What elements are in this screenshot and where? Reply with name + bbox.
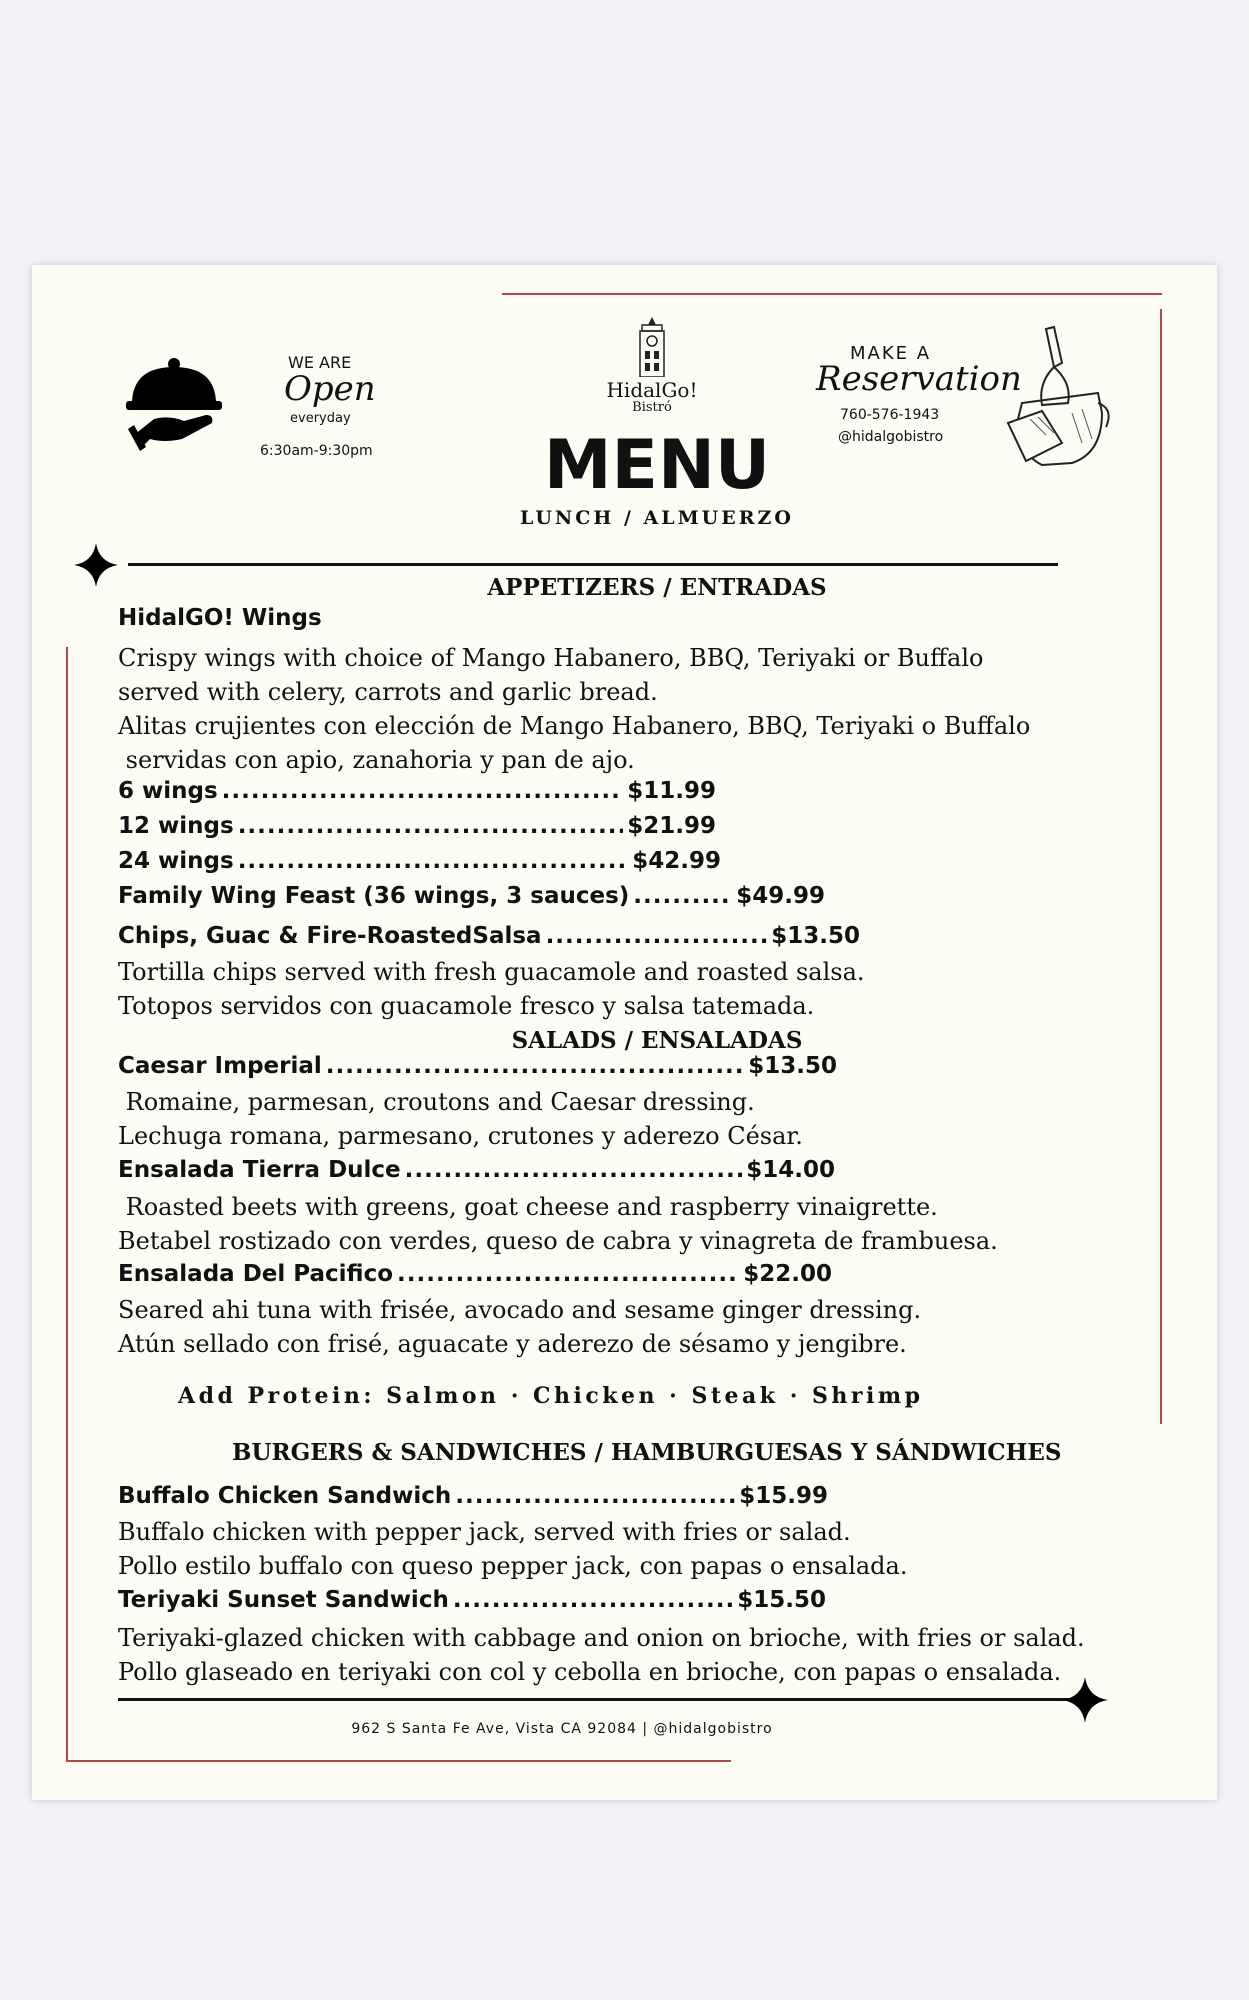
sparkle-icon-left (74, 543, 118, 587)
open-script: Open (284, 369, 376, 409)
desc-line: Roasted beets with greens, goat cheese and raspberry vinaigrette. (118, 1193, 938, 1221)
champagne-bucket-icon (1002, 323, 1120, 473)
open-everyday: everyday (290, 411, 351, 426)
item-name: Teriyaki Sunset Sandwich (118, 1587, 449, 1613)
item-name: Ensalada Del Pacifico (118, 1261, 394, 1287)
item-price: $13.50 (748, 1053, 837, 1079)
item-price: $15.50 (737, 1587, 826, 1613)
item-name: Family Wing Feast (36 wings, 3 sauces) (118, 883, 630, 909)
hours: 6:30am-9:30pm (260, 443, 373, 459)
item-name: Ensalada Tierra Dulce (118, 1157, 401, 1183)
item-name: 12 wings (118, 813, 234, 839)
item-name: Chips, Guac & Fire-RoastedSalsa (118, 923, 542, 949)
wings-title: HidalGO! Wings (118, 605, 322, 631)
buffalo-description (118, 1515, 907, 1583)
phone[interactable]: 760-576-1943 (840, 407, 940, 423)
bistro-logo (590, 317, 714, 427)
clock-tower-icon (632, 317, 672, 377)
chips-description (118, 955, 865, 1023)
item-price: $15.99 (739, 1483, 828, 1509)
desc-line: Seared ahi tuna with frisée, avocado and sesame ginger dressing. (118, 1296, 922, 1324)
item-name: Buffalo Chicken Sandwich (118, 1483, 452, 1509)
item-name: Caesar Imperial (118, 1053, 322, 1079)
wings-description (118, 641, 1030, 777)
tierra-dulce-description (118, 1190, 998, 1258)
item-price: $42.99 (632, 848, 721, 874)
menu-item-chips-guac (118, 919, 860, 953)
menu-item-buffalo-chicken-sandwich (118, 1479, 828, 1513)
desc-line: Tortilla chips served with fresh guacamole and roasted salsa. (118, 958, 865, 986)
open-we-are: WE ARE (288, 353, 352, 372)
menu-item-6-wings (118, 774, 716, 808)
handle[interactable]: @hidalgobistro (838, 429, 944, 445)
menu-item-12-wings (118, 809, 716, 843)
section-heading-appetizers: APPETIZERS / ENTRADAS (487, 574, 827, 601)
del-pacifico-description (118, 1293, 921, 1361)
menu-item-tierra-dulce (118, 1153, 835, 1187)
desc-line: Totopos servidos con guacamole fresco y salsa tatemada. (118, 992, 815, 1020)
footer-address: 962 S Santa Fe Ave, Vista CA 92084 | @hidalgobistro (351, 1721, 773, 1737)
desc-line: Pollo glaseado en teriyaki con col y cebolla en brioche, con papas o ensalada. (118, 1658, 1062, 1686)
menu-item-caesar-imperial (118, 1049, 837, 1083)
desc-line: Teriyaki-glazed chicken with cabbage and onion on brioche, with fries or salad. (118, 1624, 1085, 1652)
desc-line: served with celery, carrots and garlic bread. (118, 678, 658, 706)
desc-line: Romaine, parmesan, croutons and Caesar dressing. (118, 1088, 755, 1116)
reservation-script: Reservation (816, 359, 1022, 399)
add-protein: Add Protein: Salmon · Chicken · Steak · Shrimp (178, 1383, 924, 1409)
logo-name: HidalGo! (606, 378, 698, 402)
item-price: $21.99 (627, 813, 716, 839)
item-price: $13.50 (771, 923, 860, 949)
desc-line: Atún sellado con frisé, aguacate y aderezo de sésamo y jengibre. (118, 1330, 907, 1358)
item-price: $22.00 (743, 1261, 832, 1287)
desc-line: Alitas crujientes con elección de Mango Habanero, BBQ, Teriyaki o Buffalo (118, 712, 1031, 740)
section-heading-salads: SALADS / ENSALADAS (511, 1027, 803, 1054)
desc-line: Crispy wings with choice of Mango Habanero, BBQ, Teriyaki or Buffalo (118, 644, 984, 672)
menu-item-family-wing-feast (118, 879, 825, 913)
cloche-icon (124, 355, 234, 455)
teriyaki-description (118, 1621, 1085, 1689)
caesar-description (118, 1085, 803, 1153)
divider-top (128, 563, 1058, 566)
desc-line: servidas con apio, zanahoria y pan de ajo. (118, 746, 635, 774)
divider-bottom (118, 1698, 1086, 1701)
item-price: $14.00 (746, 1157, 835, 1183)
item-price: $49.99 (736, 883, 825, 909)
menu-item-24-wings (118, 844, 721, 878)
menu-item-del-pacifico (118, 1257, 832, 1291)
item-price: $11.99 (627, 778, 716, 804)
section-heading-burgers: BURGERS & SANDWICHES / HAMBURGUESAS Y SÁNDWICHES (232, 1439, 1062, 1466)
menu-subtitle: LUNCH / ALMUERZO (520, 507, 794, 529)
make-a: MAKE A (850, 343, 932, 364)
frame-line-top (502, 293, 1162, 295)
menu-title: MENU (543, 426, 771, 505)
item-name: 6 wings (118, 778, 218, 804)
frame-line-bottom (66, 1760, 731, 1762)
item-name: 24 wings (118, 848, 234, 874)
frame-line-left (66, 647, 68, 1762)
sparkle-icon-right (1062, 1677, 1108, 1723)
menu-sheet (32, 265, 1217, 1800)
menu-item-teriyaki-sunset-sandwich (118, 1583, 826, 1617)
desc-line: Lechuga romana, parmesano, crutones y aderezo César. (118, 1122, 803, 1150)
frame-line-right (1160, 309, 1162, 1424)
logo-sub: Bistró (632, 400, 672, 415)
desc-line: Pollo estilo buffalo con queso pepper jack, con papas o ensalada. (118, 1552, 908, 1580)
desc-line: Betabel rostizado con verdes, queso de cabra y vinagreta de frambuesa. (118, 1227, 998, 1255)
desc-line: Buffalo chicken with pepper jack, served with fries or salad. (118, 1518, 851, 1546)
